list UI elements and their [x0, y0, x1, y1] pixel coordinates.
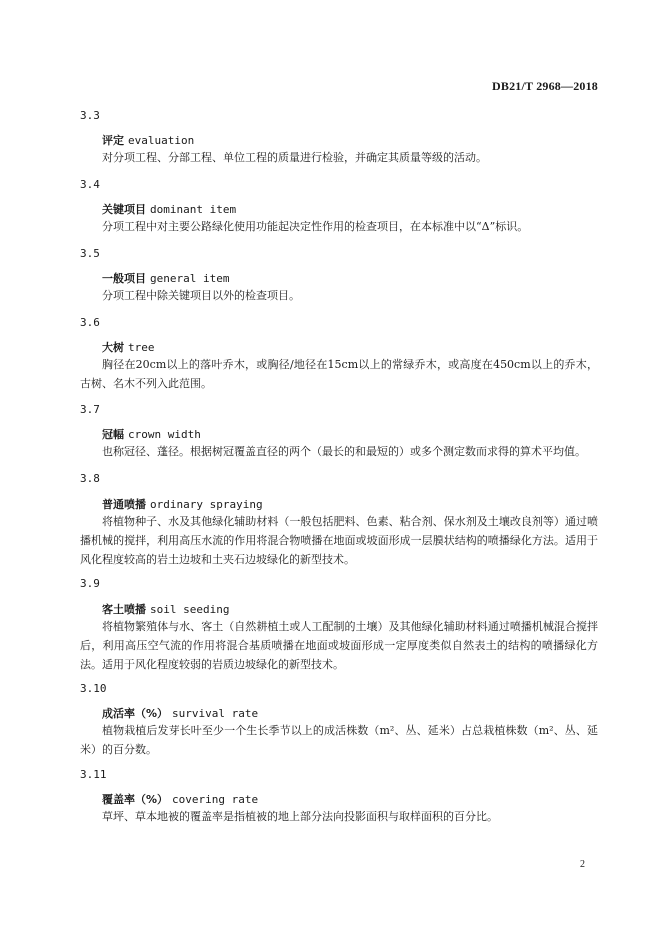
term-chinese: 一般项目: [102, 272, 146, 285]
clause-number: 3.7: [80, 403, 100, 416]
term-chinese: 成活率（%）: [102, 707, 169, 720]
term-heading: [102, 707, 258, 721]
clause-number: 3.8: [80, 472, 100, 485]
term-definition: 分项工程中除关键项目以外的检查项目。: [102, 289, 300, 302]
term-english: general item: [150, 272, 230, 285]
clause-number: 3.9: [80, 577, 100, 590]
term-definition: 草坪、草本地被的覆盖率是指植被的地上部分法向投影面积与取样面积的百分比。: [102, 810, 498, 823]
term-english: evaluation: [128, 134, 195, 147]
term-definition: 分项工程中对主要公路绿化使用功能起决定性作用的检查项目，在本标准中以“Δ”标识。: [102, 220, 529, 233]
term-english: crown width: [128, 428, 201, 441]
term-chinese: 普通喷播: [102, 498, 146, 511]
term-heading: [102, 203, 236, 217]
term-english: soil seeding: [150, 603, 230, 616]
standard-code: DB21/T 2968—2018: [492, 79, 598, 93]
clause-number: 3.10: [80, 682, 107, 695]
term-english: ordinary spraying: [150, 498, 263, 511]
term-chinese: 大树: [102, 341, 124, 354]
term-heading: [102, 428, 201, 442]
term-definition: 对分项工程、分部工程、单位工程的质量进行检验，并确定其质量等级的活动。: [102, 151, 487, 164]
term-heading: [102, 603, 229, 617]
page-number: 2: [580, 859, 585, 870]
term-definition: 也称冠径、蓬径。根据树冠覆盖直径的两个（最长的和最短的）或多个测定数而求得的算术平均值。: [102, 445, 586, 458]
term-chinese: 覆盖率（%）: [102, 793, 169, 806]
term-heading: [102, 793, 258, 807]
clause-number: 3.6: [80, 316, 100, 329]
term-heading: [102, 272, 229, 286]
clause-number: 3.3: [80, 109, 100, 122]
clause-number: 3.4: [80, 178, 100, 191]
term-english: covering rate: [172, 793, 259, 806]
term-heading: [102, 341, 155, 355]
term-chinese: 评定: [102, 134, 124, 147]
clause-number: 3.5: [80, 247, 100, 260]
term-heading: [102, 134, 194, 148]
term-heading: [102, 498, 263, 512]
term-definition: 植物栽植后发芽长叶至少一个生长季节以上的成活株数（m²、丛、延米）占总栽植株数（m²、丛、延米）的百分数。: [80, 724, 598, 756]
term-chinese: 客土喷播: [102, 603, 146, 616]
term-definition: 将植物种子、水及其他绿化辅助材料（一般包括肥料、色素、粘合剂、保水剂及土壤改良剂等）通过喷播机械的搅拌，利用高压水流的作用将混合物喷播在地面或坡面形成一层膜状结构的喷播绿化方法。适用于风化程度较高的岩土边坡和土夹石边坡绿化的新型技术。: [80, 515, 598, 566]
term-definition: 将植物繁殖体与水、客土（自然耕植土或人工配制的土壤）及其他绿化辅助材料通过喷播机械混合搅拌后，利用高压空气流的作用将混合基质喷播在地面或坡面形成一定厚度类似自然表土的结构的喷播绿化方法。适用于风化程度较弱的岩质边坡绿化的新型技术。: [80, 620, 598, 671]
term-chinese: 关键项目: [102, 203, 146, 216]
term-chinese: 冠幅: [102, 428, 124, 441]
term-english: survival rate: [172, 707, 259, 720]
clause-number: 3.11: [80, 768, 107, 781]
term-definition: 胸径在20cm以上的落叶乔木，或胸径/地径在15cm以上的常绿乔木，或高度在450cm以上的乔木，古树、名木不列入此范围。: [80, 358, 598, 390]
term-english: dominant item: [150, 203, 237, 216]
term-english: tree: [128, 341, 155, 354]
